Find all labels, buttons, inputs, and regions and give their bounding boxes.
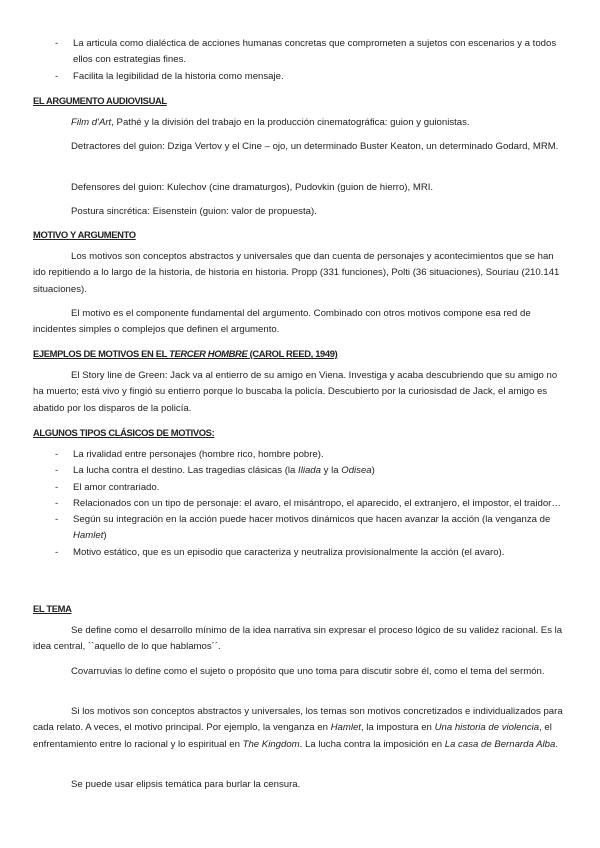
list-item bbox=[55, 463, 567, 479]
section-heading-tema: EL TEMA bbox=[33, 603, 72, 614]
heading-text: EJEMPLOS DE MOTIVOS EN EL bbox=[33, 348, 170, 359]
heading-text: (CAROL REED, 1949) bbox=[247, 348, 338, 359]
list-item: - Facilita la legibilidad de la historia como mensaje. bbox=[55, 69, 567, 85]
paragraph-text: . La lucha contra la imposición en bbox=[299, 738, 445, 750]
paragraph-text: . bbox=[555, 738, 558, 750]
paragraph: Covarruvias lo define como el sujeto o propósito que uno toma para discutir sobre él, como el tema del sermón. bbox=[71, 666, 545, 677]
item-text: ) bbox=[103, 530, 107, 542]
film-title: TERCER HOMBRE bbox=[169, 348, 248, 359]
work-title: Hamlet bbox=[73, 530, 104, 542]
work-title: Una historia de violencia bbox=[434, 722, 540, 734]
paragraph-text: Si los motivos son conceptos abstractos y universales, los temas son motivos concretizados e individualizados para cada relato. A veces, el motivo principal. Por ejemplo, la venganza en bbox=[33, 706, 563, 734]
section-heading-motivo: MOTIVO Y ARGUMENTO bbox=[33, 229, 136, 240]
item-text: ) bbox=[371, 465, 375, 477]
paragraph: El Story line de Green: Jack va al entierro de su amigo en Viena. Investiga y acaba descubriendo que su amigo no ha muerto; está vivo y fingió su entierro porque lo buscaba la policía. Descubierto por la curiosisdad de Jack, el amigo es abatido por los disparos de la policía. bbox=[33, 370, 558, 414]
paragraph bbox=[33, 704, 567, 753]
list-item: - Relacionados con un tipo de personaje: el avaro, el misántropo, el aparecido, el extranjero, el impostor, el traidor… bbox=[55, 496, 567, 512]
motif-types-list bbox=[55, 447, 567, 561]
section-heading-ejemplos bbox=[33, 347, 337, 361]
paragraph: Postura sincrética: Eisenstein (guion: valor de propuesta). bbox=[71, 206, 317, 217]
paragraph bbox=[33, 115, 567, 131]
item-text: y la bbox=[320, 465, 342, 477]
paragraph: Los motivos son conceptos abstractos y universales que dan cuenta de personajes y acontecimientos que se han ido repitiendo a lo largo de la historia, de historia en historia. Propp (331 funciones), Polti (36 situaciones), Souriau (210.141 situaciones). bbox=[33, 251, 560, 295]
paragraph-text: , el enfrentamiento entre lo racional y lo espiritual en bbox=[33, 722, 552, 750]
paragraph: El motivo es el componente fundamental del argumento. Combinado con otros motivos compone esa red de incidentes simples o complejos que definen el argumento. bbox=[33, 308, 531, 336]
item-text: Según su integración en la acción puede hacer motivos dinámicos que hacen avanzar la acción (la venganza de bbox=[73, 514, 551, 526]
list-item: - La articula como dialéctica de acciones humanas concretas que comprometen a sujetos con escenarios y a todos ellos con estrategias fines. bbox=[55, 36, 567, 69]
section-heading-argumento: EL ARGUMENTO AUDIOVISUAL bbox=[33, 95, 167, 106]
list-item bbox=[55, 512, 567, 545]
intro-list bbox=[55, 36, 567, 85]
work-title: Hamlet bbox=[330, 722, 361, 734]
item-text: La lucha contra el destino. Las tragedias clásicas (la bbox=[73, 465, 299, 477]
paragraph-text: , la impostura en bbox=[360, 722, 435, 734]
paragraph: Defensores del guion: Kulechov (cine dramaturgos), Pudovkin (guion de hierro), MRI. bbox=[71, 182, 434, 193]
paragraph: Detractores del guion: Dziga Vertov y el Cine – ojo, un determinado Buster Keaton, un determinado Godard, MRM. bbox=[71, 141, 559, 152]
paragraph: Se define como el desarrollo mínimo de la idea narrativa sin expresar el proceso lógico de su validez racional. Es la idea central, ``aquello de lo que hablamos´´. bbox=[33, 625, 563, 653]
section-heading-tipos: ALGUNOS TIPOS CLÁSICOS DE MOTIVOS: bbox=[33, 427, 215, 438]
list-item: - La rivalidad entre personajes (hombre rico, hombre pobre). bbox=[55, 447, 567, 463]
work-title: Odisea bbox=[341, 465, 372, 477]
paragraph: Se puede usar elipsis temática para burlar la censura. bbox=[71, 779, 301, 790]
work-title: The Kingdom bbox=[242, 738, 300, 750]
film-title: Film d'Art bbox=[71, 117, 112, 128]
paragraph-text: , Pathé y la división del trabajo en la producción cinematográfica: guion y guionistas. bbox=[111, 117, 470, 128]
work-title: La casa de Bernarda Alba bbox=[444, 738, 556, 750]
list-item: - Motivo estático, que es un episodio que caracteriza y neutraliza provisionalmente la acción (el avaro). bbox=[55, 545, 567, 561]
list-item: - El amor contrariado. bbox=[55, 480, 567, 496]
work-title: Iliada bbox=[298, 465, 321, 477]
